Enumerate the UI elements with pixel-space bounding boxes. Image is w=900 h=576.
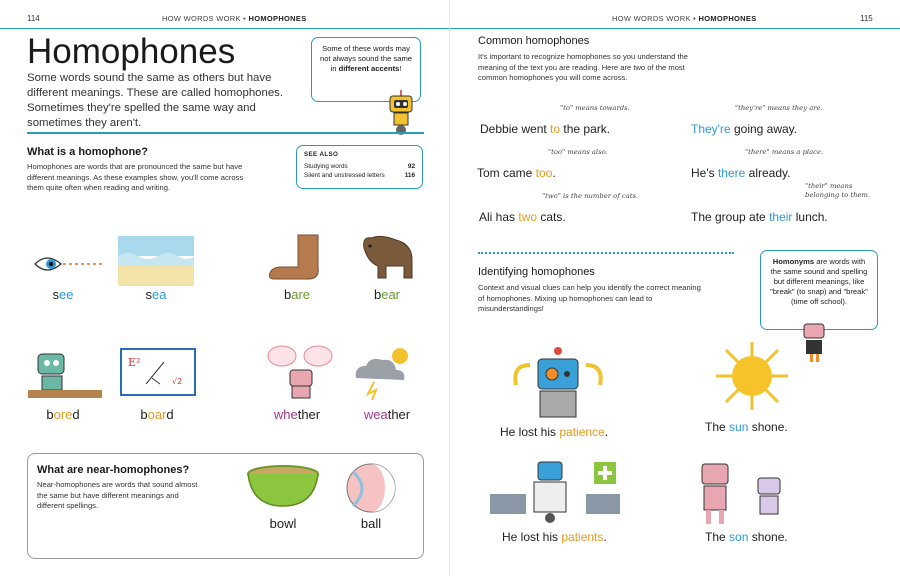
caption-sun: The sun shone. — [705, 420, 788, 434]
page-number-left: 114 — [27, 14, 40, 23]
frustrated-robot-image — [510, 345, 606, 421]
running-head-left: HOW WORDS WORK • HOMOPHONES — [162, 14, 307, 23]
common-heading: Common homophones — [478, 35, 590, 47]
book-spine — [449, 0, 450, 576]
sentence-to: Debbie went to the park. — [480, 122, 611, 136]
running-head-right: HOW WORDS WORK • HOMOPHONES — [612, 14, 757, 23]
svg-text:√2: √2 — [172, 377, 183, 386]
accent-note-bubble: Some of these words may not always sound the same in different accents! — [311, 37, 421, 102]
robot-icon — [798, 320, 830, 364]
word-weather: weather — [363, 407, 411, 422]
see-also-box — [296, 145, 423, 189]
intro-text: Some words sound the same as others but have different meanings. These are called homophones. Sometimes they're spelled the same way and sometimes they aren't. — [27, 72, 284, 129]
word-bored: bored — [46, 407, 80, 422]
identifying-heading: Identifying homophones — [478, 266, 595, 278]
what-is-text: Homophones are words that are pronounced the same but have different meanings. As these examples show, you'll come across them quite often when reading and writing. — [27, 162, 244, 192]
near-heading: What are near-homophones? — [37, 464, 190, 476]
eye-icon — [33, 250, 105, 280]
word-see: see — [52, 287, 74, 302]
see-also-title: SEE ALSO — [304, 151, 339, 158]
word-bare: bare — [283, 287, 311, 302]
foot-image — [268, 233, 328, 281]
caption-patients: He lost his patients. — [502, 530, 607, 544]
sentence-theyre: They're going away. — [691, 122, 798, 136]
near-text: Near-homophones are words that sound almost the same but have different meanings and different spellings. — [37, 480, 198, 510]
svg-text:E²: E² — [128, 356, 141, 369]
homonyms-bubble: Homonyms are words with the same sound and spelling but different meanings, like "break" (to snap) and "break" (time off school). — [760, 250, 878, 330]
note-to: "to" means towards. — [560, 104, 630, 112]
word-ball: ball — [360, 516, 382, 531]
see-also-item[interactable]: Silent and unstressed letters 116 — [304, 172, 415, 179]
word-board: board — [140, 407, 174, 422]
robot-icon — [383, 90, 419, 136]
sea-image — [118, 236, 194, 286]
bowl-image — [246, 464, 320, 510]
bear-image — [356, 232, 416, 280]
word-bear: bear — [373, 287, 401, 302]
see-also-item[interactable]: Studying words 92 — [304, 163, 415, 170]
sun-image — [710, 340, 794, 412]
sentence-two: Ali has two cats. — [479, 210, 566, 224]
note-there: "there" means a place. — [745, 148, 824, 156]
bored-robot-image — [28, 346, 102, 402]
word-sea: sea — [145, 287, 167, 302]
section-divider — [27, 132, 424, 134]
page-title: Homophones — [27, 32, 236, 71]
ball-image — [345, 462, 397, 514]
storm-cloud-image — [350, 344, 420, 400]
caption-son: The son shone. — [705, 530, 788, 544]
page-number-right: 115 — [860, 14, 873, 23]
sentence-there: He's there already. — [691, 166, 791, 180]
caption-patience: He lost his patience. — [500, 425, 609, 439]
robot-family-image — [690, 458, 802, 528]
word-bowl: bowl — [269, 516, 297, 531]
header-rule-right — [450, 28, 900, 29]
note-too: "too" means also. — [548, 148, 608, 156]
note-two: "two" is the number of cats. — [542, 192, 639, 200]
common-text: It's important to recognize homophones so you understand the meaning of the text you are reading. Here are two of the most common homophones you will come across. — [478, 52, 688, 82]
sentence-their: The group ate their lunch. — [691, 210, 828, 224]
identifying-text: Context and visual clues can help you identify the correct meaning of homophones. Mixing up homophones can lead to misunderstandings! — [478, 283, 701, 313]
whiteboard-image — [120, 348, 196, 400]
what-is-heading: What is a homophone? — [27, 146, 148, 158]
header-rule-left — [0, 28, 449, 29]
thinking-robot-image — [264, 344, 338, 402]
note-their: "their" means belonging to them. — [805, 182, 871, 199]
sentence-too: Tom came too. — [477, 166, 556, 180]
waiting-room-robots-image — [490, 458, 620, 526]
word-whether: whether — [273, 407, 321, 422]
note-theyre: "they're" means they are. — [735, 104, 823, 112]
dotted-divider — [478, 252, 734, 254]
